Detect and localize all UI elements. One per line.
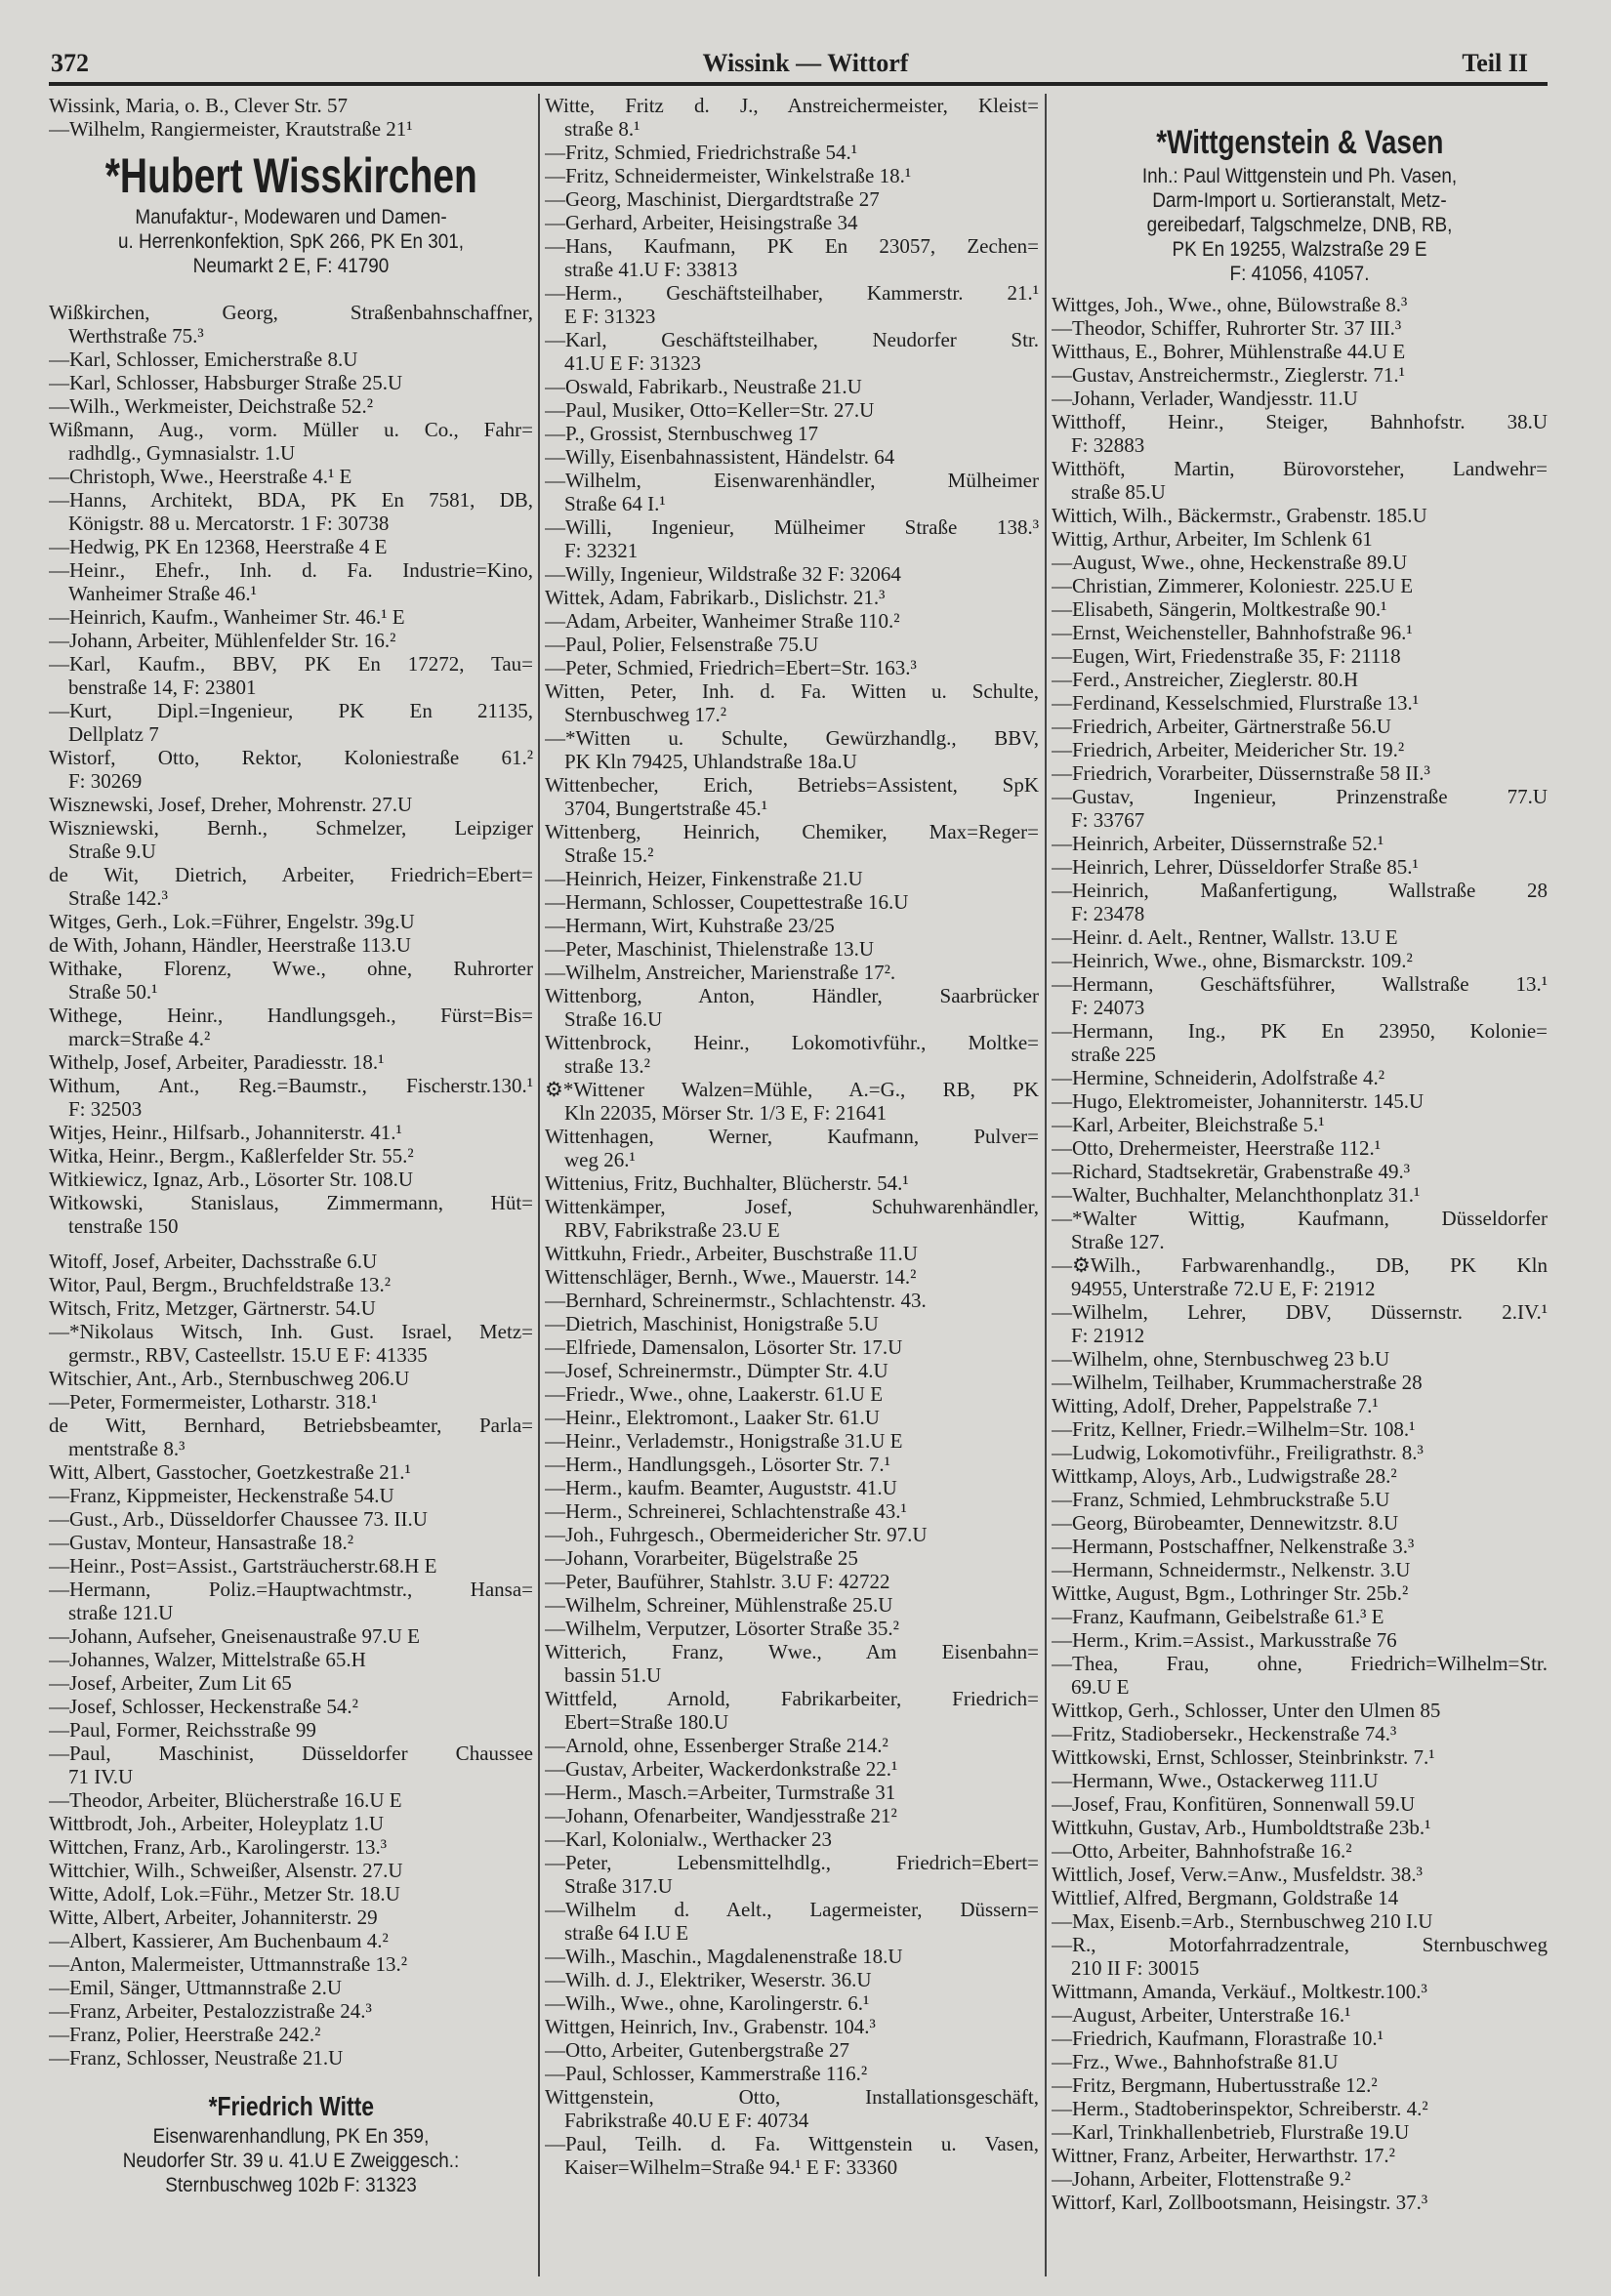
entry-continuation: F: 30269 <box>68 769 143 793</box>
advertisement-line: Inh.: Paul Wittgenstein und Ph. Vasen, <box>1141 165 1458 187</box>
directory-entry: Wittenschläger, Bernh., Wwe., Mauerstr. 14.² <box>545 1265 917 1289</box>
spacer <box>49 1238 533 1250</box>
entry-continuation: Straße 15.² <box>564 843 654 867</box>
entry-continuation: RBV, Fabrikstraße 23.U E <box>564 1218 780 1242</box>
directory-entry: Wittchen, Franz, Arb., Karolingerstr. 13.³ <box>49 1835 388 1859</box>
directory-entry: —Gustav, Anstreichermstr., Zieglerstr. 71.¹ <box>1052 363 1405 387</box>
page-number: 372 <box>51 49 89 77</box>
directory-entry: Witthöft, Martin, Bürovorsteher, Landwehr= <box>1052 457 1548 480</box>
directory-entry: Withake, Florenz, Wwe., ohne, Ruhrorter <box>49 957 533 980</box>
directory-entry: —Ferdinand, Kesselschmied, Flurstraße 13.¹ <box>1052 691 1420 715</box>
directory-entry: Wißmann, Aug., vorm. Müller u. Co., Fahr= <box>49 418 533 441</box>
advertisement <box>1052 94 1548 293</box>
directory-entry: —Otto, Arbeiter, Gutenbergstraße 27 <box>545 2038 849 2062</box>
directory-entry: —Wilhelm, Teilhaber, Krummacherstraße 28 <box>1052 1371 1423 1394</box>
directory-entry: —Karl, Schlosser, Habsburger Straße 25.U <box>49 371 403 394</box>
entry-continuation: Straße 50.¹ <box>68 980 158 1004</box>
directory-entry: Wißkirchen, Georg, Straßenbahnschaffner, <box>49 301 533 324</box>
directory-entry: —*Witten u. Schulte, Gewürzhandlg., BBV, <box>545 726 1039 750</box>
directory-entry: —Ernst, Weichensteller, Bahnhofstraße 96.¹ <box>1052 621 1413 644</box>
directory-entry: —R., Motorfahrradzentrale, Sternbuschweg <box>1052 1933 1548 1956</box>
directory-entry: —Hermann, Poliz.=Hauptwachtmstr., Hansa= <box>49 1578 533 1601</box>
directory-entry: —Frz., Wwe., Bahnhofstraße 81.U <box>1052 2050 1339 2073</box>
entry-continuation: Fabrikstraße 40.U E F: 40734 <box>564 2109 809 2132</box>
directory-entry: —Karl, Kaufm., BBV, PK En 17272, Tau= <box>49 652 533 676</box>
entry-continuation: 94955, Unterstraße 72.U E, F: 21912 <box>1071 1277 1376 1300</box>
directory-entry: —Herm., Schreinerei, Schlachtenstraße 43.¹ <box>545 1499 907 1523</box>
advertisement-line: gereibedarf, Talgschmelze, DNB, RB, <box>1146 214 1453 236</box>
directory-entry: Wittenkämper, Josef, Schuhwarenhändler, <box>545 1195 1039 1218</box>
directory-entry: —Christoph, Wwe., Heerstraße 4.¹ E <box>49 465 352 488</box>
directory-entry: Wittenberg, Heinrich, Chemiker, Max=Reger= <box>545 820 1039 843</box>
directory-entry: —Gustav, Monteur, Hansastraße 18.² <box>49 1531 354 1554</box>
entry-continuation: germstr., RBV, Casteellstr. 15.U E F: 41335 <box>68 1343 428 1367</box>
directory-entry: —Johann, Arbeiter, Flottenstraße 9.² <box>1052 2167 1351 2191</box>
directory-entry: —Karl, Schlosser, Emicherstraße 8.U <box>49 348 358 371</box>
directory-entry: —Arnold, ohne, Essenberger Straße 214.² <box>545 1734 888 1757</box>
directory-entry: Witterich, Franz, Wwe., Am Eisenbahn= <box>545 1640 1039 1663</box>
directory-entry: —Ferd., Anstreicher, Zieglerstr. 80.H <box>1052 668 1359 691</box>
directory-entry: de Wit, Dietrich, Arbeiter, Friedrich=Ebert= <box>49 863 533 886</box>
directory-entry: —Herm., Masch.=Arbeiter, Turmstraße 31 <box>545 1781 896 1804</box>
entry-continuation: bassin 51.U <box>564 1663 662 1687</box>
directory-entry: —Wilhelm, ohne, Sternbuschweg 23 b.U <box>1052 1347 1390 1371</box>
directory-entry: —Fritz, Stadiobersekr., Heckenstraße 74.³ <box>1052 1722 1397 1745</box>
directory-entry: Witkowski, Stanislaus, Zimmermann, Hüt= <box>49 1191 533 1214</box>
directory-entry: —Paul, Schlosser, Kammerstraße 116.² <box>545 2062 868 2085</box>
directory-entry: Withelp, Josef, Arbeiter, Paradiesstr. 18.¹ <box>49 1050 385 1074</box>
directory-entry: Wittlief, Alfred, Bergmann, Goldstraße 14 <box>1052 1886 1399 1909</box>
advertisement-name: *Hubert Wisskirchen <box>104 148 477 203</box>
directory-entry: Wittfeld, Arnold, Fabrikarbeiter, Friedrich= <box>545 1687 1039 1710</box>
entry-continuation: straße 13.² <box>564 1054 650 1078</box>
directory-entry: —Heinrich, Wwe., ohne, Bismarckstr. 109.² <box>1052 949 1413 972</box>
directory-entry: —Franz, Schlosser, Neustraße 21.U <box>49 2046 344 2070</box>
directory-entry: —Gustav, Arbeiter, Wackerdonkstraße 22.¹ <box>545 1757 898 1781</box>
header-rule <box>49 82 1548 86</box>
directory-entry: —Franz, Schmied, Lehmbruckstraße 5.U <box>1052 1488 1390 1511</box>
directory-entry: —Willi, Ingenieur, Mülheimer Straße 138.³ <box>545 515 1039 539</box>
directory-entry: Wittges, Joh., Wwe., ohne, Bülowstraße 8.³ <box>1052 293 1408 316</box>
directory-entry: Witting, Adolf, Dreher, Pappelstraße 7.¹ <box>1052 1394 1379 1417</box>
directory-entry: —*Nikolaus Witsch, Inh. Gust. Israel, Metz= <box>49 1320 533 1343</box>
directory-entry: —Peter, Maschinist, Thielenstraße 13.U <box>545 937 875 961</box>
directory-entry: Witthaus, E., Bohrer, Mühlenstraße 44.U E <box>1052 340 1406 363</box>
directory-entry: —Hugo, Elektromeister, Johanniterstr. 145.U <box>1052 1089 1425 1113</box>
directory-entry: —Albert, Kassierer, Am Buchenbaum 4.² <box>49 1929 389 1952</box>
directory-entry: Witka, Heinr., Bergm., Kaßlerfelder Str. 55.² <box>49 1144 414 1168</box>
directory-entry: Wittke, August, Bgm., Lothringer Str. 25b.² <box>1052 1581 1409 1605</box>
advertisement-line: F: 41056, 41057. <box>1229 263 1370 285</box>
directory-entry: Witor, Paul, Bergm., Bruchfeldstraße 13.² <box>49 1273 392 1296</box>
directory-entry: —Hedwig, PK En 12368, Heerstraße 4 E <box>49 535 388 558</box>
entry-continuation: Straße 64 I.¹ <box>564 492 666 515</box>
directory-entry: Wistorf, Otto, Rektor, Koloniestraße 61.² <box>49 746 533 769</box>
advertisement-line: Sternbuschweg 102b F: 31323 <box>165 2174 417 2196</box>
entry-continuation: PK Kln 79425, Uhlandstraße 18a.U <box>564 750 857 773</box>
directory-entry: Witte, Albert, Arbeiter, Johanniterstr. 29 <box>49 1906 378 1929</box>
entry-continuation: straße 8.¹ <box>564 117 640 141</box>
entry-continuation: 69.U E <box>1071 1675 1130 1699</box>
entry-continuation: straße 64 I.U E <box>564 1921 689 1945</box>
directory-entry: Wiszniewski, Bernh., Schmelzer, Leipziger <box>49 816 533 840</box>
directory-entry: —Peter, Lebensmittelhdlg., Friedrich=Ebert= <box>545 1851 1039 1874</box>
directory-entry: Wittenbrock, Heinr., Lokomotivführ., Moltke= <box>545 1031 1039 1054</box>
directory-entry: —Friedr., Wwe., ohne, Laakerstr. 61.U E <box>545 1382 884 1406</box>
entry-continuation: F: 24073 <box>1071 996 1145 1019</box>
directory-entry: Wittgen, Heinrich, Inv., Grabenstr. 104.³ <box>545 2015 876 2038</box>
directory-entry: —Johannes, Walzer, Mittelstraße 65.H <box>49 1648 366 1671</box>
directory-entry: —Wilhelm, Anstreicher, Marienstraße 17². <box>545 961 896 984</box>
directory-entry: —Wilhelm, Eisenwarenhändler, Mülheimer <box>545 469 1039 492</box>
directory-entry: —Friedrich, Arbeiter, Meidericher Str. 19.² <box>1052 738 1405 761</box>
directory-entry: —Joh., Fuhrgesch., Obermeidericher Str. 97.U <box>545 1523 928 1546</box>
directory-entry: —Theodor, Schiffer, Ruhrorter Str. 37 III.³ <box>1052 316 1402 340</box>
directory-entry: —Fritz, Bergmann, Hubertusstraße 12.² <box>1052 2073 1378 2097</box>
entry-continuation: Dellplatz 7 <box>68 722 159 746</box>
directory-entry: Wittkuhn, Friedr., Arbeiter, Buschstraße 11.U <box>545 1242 918 1265</box>
directory-entry: Wittbrodt, Joh., Arbeiter, Holeyplatz 1.U <box>49 1812 384 1835</box>
entry-continuation: marck=Straße 4.² <box>68 1027 211 1050</box>
directory-entry: —Gust., Arb., Düsseldorfer Chaussee 73. II.U <box>49 1507 428 1531</box>
directory-entry: —Emil, Sänger, Uttmannstraße 2.U <box>49 1976 343 1999</box>
directory-entry: —Willy, Ingenieur, Wildstraße 32 F: 32064 <box>545 562 901 586</box>
directory-entry: —Gustav, Ingenieur, Prinzenstraße 77.U <box>1052 785 1548 808</box>
entry-continuation: F: 21912 <box>1071 1324 1145 1347</box>
advertisement-line: Neudorfer Str. 39 u. 41.U E Zweiggesch.: <box>122 2150 460 2172</box>
entry-continuation: F: 23478 <box>1071 902 1145 925</box>
directory-entry: —Josef, Schreinermstr., Dümpter Str. 4.U <box>545 1359 888 1382</box>
directory-entry: —Hermann, Postschaffner, Nelkenstraße 3.³ <box>1052 1535 1415 1558</box>
directory-entry: —Willy, Eisenbahnassistent, Händelstr. 64 <box>545 445 895 469</box>
directory-entry: Withum, Ant., Reg.=Baumstr., Fischerstr.130.¹ <box>49 1074 533 1097</box>
directory-entry: —Georg, Bürobeamter, Dennewitzstr. 8.U <box>1052 1511 1399 1535</box>
directory-entry: —Friedrich, Kaufmann, Florastraße 10.¹ <box>1052 2027 1384 2050</box>
directory-entry: —Eugen, Wirt, Friedenstraße 35, F: 21118 <box>1052 644 1401 668</box>
directory-entry: —Dietrich, Maschinist, Honigstraße 5.U <box>545 1312 879 1335</box>
directory-entry: —Wilhelm, Schreiner, Mühlenstraße 25.U <box>545 1593 893 1617</box>
directory-entry: —Hermann, Wwe., Ostackerweg 111.U <box>1052 1769 1379 1792</box>
directory-entry: Witges, Gerh., Lok.=Führer, Engelstr. 39g.U <box>49 910 415 933</box>
directory-entry: —Elisabeth, Sängerin, Moltkestraße 90.¹ <box>1052 597 1387 621</box>
directory-entry: Witte, Fritz d. J., Anstreichermeister, Kleist= <box>545 94 1039 117</box>
directory-entry: Witjes, Heinr., Hilfsarb., Johanniterstr. 41.¹ <box>49 1121 402 1144</box>
directory-entry: —P., Grossist, Sternbuschweg 17 <box>545 422 819 445</box>
directory-entry: —Wilhelm, Rangiermeister, Krautstraße 21¹ <box>49 117 413 141</box>
advertisement-name: *Friedrich Witte <box>208 2091 374 2121</box>
directory-entry: Wittgenstein, Otto, Installationsgeschäft, <box>545 2085 1039 2109</box>
entry-continuation: tenstraße 150 <box>68 1214 179 1238</box>
directory-entry: Witt, Albert, Gasstocher, Goetzkestraße 21.¹ <box>49 1460 411 1484</box>
directory-entry: —Johann, Ofenarbeiter, Wandjesstraße 21² <box>545 1804 897 1827</box>
part-label: Teil II <box>1462 49 1528 77</box>
directory-entry: Witoff, Josef, Arbeiter, Dachsstraße 6.U <box>49 1250 378 1273</box>
directory-entry: —Heinr., Post=Assist., Gartsträucherstr.68.H E <box>49 1554 437 1578</box>
entry-continuation: Werthstraße 75.³ <box>68 324 204 348</box>
column-divider <box>538 94 540 2276</box>
directory-entry: —Josef, Arbeiter, Zum Lit 65 <box>49 1671 292 1695</box>
entry-continuation: straße 121.U <box>68 1601 174 1624</box>
advertisement-line: PK En 19255, Walzstraße 29 E <box>1172 238 1427 261</box>
directory-entry: Witschier, Ant., Arb., Sternbuschweg 206.U <box>49 1367 410 1390</box>
directory-entry: Wittenhagen, Werner, Kaufmann, Pulver= <box>545 1125 1039 1148</box>
directory-entry: —Hans, Kaufmann, PK En 23057, Zechen= <box>545 234 1039 258</box>
directory-entry: —Heinrich, Arbeiter, Düssernstraße 52.¹ <box>1052 832 1384 855</box>
advertisement-line: u. Herrenkonfektion, SpK 266, PK En 301, <box>117 230 465 253</box>
directory-entry: Wittkowski, Ernst, Schlosser, Steinbrinkstr. 7.¹ <box>1052 1745 1435 1769</box>
directory-entry: —Hermine, Schneiderin, Adolfstraße 4.² <box>1052 1066 1385 1089</box>
advertisement-line: Manufaktur-, Modewaren und Damen- <box>135 206 447 228</box>
column-middle <box>545 94 1039 2179</box>
directory-entry: —Karl, Geschäftsteilhaber, Neudorfer Str. <box>545 328 1039 351</box>
directory-entry: Wittich, Wilh., Bäckermstr., Grabenstr. 185.U <box>1052 504 1427 527</box>
directory-entry: —Wilh., Wwe., ohne, Karolingerstr. 6.¹ <box>545 1991 870 2015</box>
directory-entry: ⚙*Wittener Walzen=Mühle, A.=G., RB, PK <box>545 1078 1039 1101</box>
directory-entry: —Thea, Frau, ohne, Friedrich=Wilhelm=Str. <box>1052 1652 1548 1675</box>
directory-entry: —Adam, Arbeiter, Wanheimer Straße 110.² <box>545 609 900 633</box>
entry-continuation: benstraße 14, F: 23801 <box>68 676 257 699</box>
directory-entry: —Heinr., Ehefr., Inh. d. Fa. Industrie=Kino, <box>49 558 533 582</box>
entry-continuation: Königstr. 88 u. Mercatorstr. 1 F: 30738 <box>68 512 390 535</box>
advertisement-line: Neumarkt 2 E, F: 41790 <box>192 255 390 277</box>
entry-continuation: Straße 16.U <box>564 1007 663 1031</box>
directory-entry: —Fritz, Schneidermeister, Winkelstraße 18.¹ <box>545 164 912 187</box>
directory-entry: —Wilhelm d. Aelt., Lagermeister, Düssern= <box>545 1898 1039 1921</box>
directory-entry: —Franz, Polier, Heerstraße 242.² <box>49 2023 321 2046</box>
directory-entry: —Walter, Buchhalter, Melanchthonplatz 31.¹ <box>1052 1183 1421 1207</box>
directory-entry: —Heinr., Verlademstr., Honigstraße 31.U E <box>545 1429 903 1453</box>
entry-continuation: Kaiser=Wilhelm=Straße 94.¹ E F: 33360 <box>564 2155 898 2179</box>
directory-entry: —Johann, Verlader, Wandjesstr. 11.U <box>1052 387 1358 410</box>
directory-entry: —Karl, Kolonialw., Werthacker 23 <box>545 1827 832 1851</box>
directory-entry: —Heinrich, Heizer, Finkenstraße 21.U <box>545 867 863 890</box>
directory-entry: —Josef, Schlosser, Heckenstraße 54.² <box>49 1695 358 1718</box>
directory-entry: —Josef, Frau, Konfitüren, Sonnenwall 59.U <box>1052 1792 1416 1816</box>
directory-entry: —Karl, Trinkhallenbetrieb, Flurstraße 19.U <box>1052 2120 1410 2144</box>
entry-continuation: E F: 31323 <box>564 305 656 328</box>
directory-entry: —Kurt, Dipl.=Ingenieur, PK En 21135, <box>49 699 533 722</box>
directory-entry: Witte, Adolf, Lok.=Führ., Metzer Str. 18.U <box>49 1882 400 1906</box>
directory-entry: —Johann, Aufseher, Gneisenaustraße 97.U E <box>49 1624 420 1648</box>
advertisement-line: Eisenwarenhandlung, PK En 359, <box>152 2125 430 2148</box>
directory-entry: —Otto, Drehermeister, Heerstraße 112.¹ <box>1052 1136 1382 1160</box>
column-divider <box>1045 94 1047 2276</box>
entry-continuation: Straße 9.U <box>68 840 156 863</box>
column-right <box>1052 94 1548 2214</box>
directory-entry: —Herm., Geschäftsteilhaber, Kammerstr. 21.¹ <box>545 281 1039 305</box>
advertisement <box>49 141 533 301</box>
directory-entry: —Heinrich, Lehrer, Düsseldorfer Straße 85.¹ <box>1052 855 1419 879</box>
entry-continuation: Ebert=Straße 180.U <box>564 1710 729 1734</box>
directory-entry: Wittenborg, Anton, Händler, Saarbrücker <box>545 984 1039 1007</box>
entry-continuation: Sternbuschweg 17.² <box>564 703 727 726</box>
directory-entry: Wittig, Arthur, Arbeiter, Im Schlenk 61 <box>1052 527 1373 551</box>
directory-entry: Wittorf, Karl, Zollbootsmann, Heisingstr. 37.³ <box>1052 2191 1428 2214</box>
entry-continuation: 41.U E F: 31323 <box>564 351 702 375</box>
directory-entry: —Georg, Maschinist, Diergardtstraße 27 <box>545 187 880 211</box>
directory-entry: —Johann, Arbeiter, Mühlenfelder Str. 16.² <box>49 629 396 652</box>
directory-entry: —Peter, Formermeister, Lotharstr. 318.¹ <box>49 1390 378 1414</box>
directory-entry: Wittek, Adam, Fabrikarb., Dislichstr. 21.³ <box>545 586 886 609</box>
directory-entry: —Max, Eisenb.=Arb., Sternbuschweg 210 I.U <box>1052 1909 1433 1933</box>
directory-entry: —Fritz, Schmied, Friedrichstraße 54.¹ <box>545 141 858 164</box>
directory-entry: —Herm., Handlungsgeh., Lösorter Str. 7.¹ <box>545 1453 890 1476</box>
entry-continuation: 3704, Bungertstraße 45.¹ <box>564 797 768 820</box>
entry-continuation: 71 IV.U <box>68 1765 134 1788</box>
advertisement-line: Darm-Import u. Sortieranstalt, Metz- <box>1152 189 1447 212</box>
directory-entry: —Karl, Arbeiter, Bleichstraße 5.¹ <box>1052 1113 1325 1136</box>
advertisement <box>49 2070 533 2255</box>
directory-entry: Wittkop, Gerh., Schlosser, Unter den Ulmen 85 <box>1052 1699 1441 1722</box>
directory-entry: —Elfriede, Damensalon, Lösorter Str. 17.U <box>545 1335 903 1359</box>
directory-entry: —August, Arbeiter, Unterstraße 16.¹ <box>1052 2003 1351 2027</box>
directory-entry: —Bernhard, Schreinermstr., Schlachtenstr. 43. <box>545 1289 927 1312</box>
entry-continuation: mentstraße 8.³ <box>68 1437 186 1460</box>
entry-continuation: F: 32883 <box>1071 433 1145 457</box>
directory-entry: Withege, Heinr., Handlungsgeh., Fürst=Bis= <box>49 1004 533 1027</box>
directory-entry: Witthoff, Heinr., Steiger, Bahnhofstr. 38.U <box>1052 410 1548 433</box>
column-left <box>49 94 533 2255</box>
directory-entry: —Heinr. d. Aelt., Rentner, Wallstr. 13.U E <box>1052 925 1398 949</box>
directory-entry: —Heinrich, Kaufm., Wanheimer Str. 46.¹ E <box>49 605 405 629</box>
directory-entry: —August, Wwe., ohne, Heckenstraße 89.U <box>1052 551 1408 574</box>
directory-entry: —Wilhelm, Lehrer, DBV, Düssernstr. 2.IV.¹ <box>1052 1300 1548 1324</box>
directory-entry: Wisznewski, Josef, Dreher, Mohrenstr. 27.U <box>49 793 413 816</box>
entry-continuation: Straße 127. <box>1071 1230 1165 1253</box>
directory-entry: —Paul, Musiker, Otto=Keller=Str. 27.U <box>545 398 875 422</box>
entry-continuation: radhdlg., Gymnasialstr. 1.U <box>68 441 296 465</box>
directory-entry: —Hermann, Wirt, Kuhstraße 23/25 <box>545 914 835 937</box>
directory-entry: —Paul, Teilh. d. Fa. Wittgenstein u. Vasen, <box>545 2132 1039 2155</box>
directory-entry: —Wilh., Werkmeister, Deichstraße 52.² <box>49 394 374 418</box>
directory-entry: —Herm., kaufm. Beamter, Auguststr. 41.U <box>545 1476 897 1499</box>
directory-entry: Wittlich, Josef, Verw.=Anw., Musfeldstr. 38.³ <box>1052 1863 1423 1886</box>
directory-entry: —Wilhelm, Verputzer, Lösorter Straße 35.² <box>545 1617 899 1640</box>
directory-entry: —Herm., Stadtoberinspektor, Schreiberstr. 4.² <box>1052 2097 1428 2120</box>
entry-continuation: F: 32503 <box>68 1097 143 1121</box>
entry-continuation: straße 41.U F: 33813 <box>564 258 738 281</box>
directory-entry: —Heinrich, Maßanfertigung, Wallstraße 28 <box>1052 879 1548 902</box>
directory-entry: —Theodor, Arbeiter, Blücherstraße 16.U E <box>49 1788 402 1812</box>
directory-entry: —Paul, Polier, Felsenstraße 75.U <box>545 633 819 656</box>
directory-entry: —Hermann, Geschäftsführer, Wallstraße 13.¹ <box>1052 972 1548 996</box>
entry-continuation: weg 26.¹ <box>564 1148 636 1171</box>
directory-entry: —Hanns, Architekt, BDA, PK En 7581, DB, <box>49 488 533 512</box>
directory-entry: —Paul, Former, Reichsstraße 99 <box>49 1718 316 1742</box>
directory-entry: de Witt, Bernhard, Betriebsbeamter, Parla= <box>49 1414 533 1437</box>
directory-entry: —Franz, Kippmeister, Heckenstraße 54.U <box>49 1484 394 1507</box>
directory-entry: Wissink, Maria, o. B., Clever Str. 57 <box>49 94 348 117</box>
directory-entry: —Friedrich, Vorarbeiter, Düssernstraße 58 II.³ <box>1052 761 1430 785</box>
entry-continuation: 210 II F: 30015 <box>1071 1956 1200 1980</box>
entry-continuation: straße 225 <box>1071 1043 1156 1066</box>
running-head: Wissink — Wittorf <box>702 49 909 77</box>
directory-entry: Witkiewicz, Ignaz, Arb., Lösorter Str. 108.U <box>49 1168 413 1191</box>
directory-entry: —⚙Wilh., Farbwarenhandlg., DB, PK Kln <box>1052 1253 1548 1277</box>
directory-entry: —Friedrich, Arbeiter, Gärtnerstraße 56.U <box>1052 715 1391 738</box>
directory-entry: —Peter, Schmied, Friedrich=Ebert=Str. 163.³ <box>545 656 917 679</box>
directory-entry: Wittenbecher, Erich, Betriebs=Assistent, SpK <box>545 773 1039 797</box>
directory-entry: Wittkuhn, Gustav, Arb., Humboldtstraße 23b.¹ <box>1052 1816 1431 1839</box>
directory-entry: —Hermann, Schneidermstr., Nelkenstr. 3.U <box>1052 1558 1411 1581</box>
directory-entry: —*Walter Wittig, Kaufmann, Düsseldorfer <box>1052 1207 1548 1230</box>
directory-entry: —Franz, Kaufmann, Geibelstraße 61.³ E <box>1052 1605 1384 1628</box>
entry-continuation: F: 32321 <box>564 539 639 562</box>
entry-continuation: straße 85.U <box>1071 480 1166 504</box>
entry-continuation: Kln 22035, Mörser Str. 1/3 E, F: 21641 <box>564 1101 888 1125</box>
directory-entry: —Wilh., Maschin., Magdalenenstraße 18.U <box>545 1945 903 1968</box>
entry-continuation: Wanheimer Straße 46.¹ <box>68 582 257 605</box>
directory-entry: —Gerhard, Arbeiter, Heisingstraße 34 <box>545 211 858 234</box>
directory-entry: —Heinr., Elektromont., Laaker Str. 61.U <box>545 1406 880 1429</box>
directory-entry: Wittkamp, Aloys, Arb., Ludwigstraße 28.² <box>1052 1464 1397 1488</box>
directory-entry: —Franz, Arbeiter, Pestalozzistraße 24.³ <box>49 1999 372 2023</box>
directory-entry: Wittenius, Fritz, Buchhalter, Blücherstr. 54.¹ <box>545 1171 909 1195</box>
directory-entry: Wittchier, Wilh., Schweißer, Alsenstr. 27.U <box>49 1859 403 1882</box>
directory-entry: —Wilh. d. J., Elektriker, Weserstr. 36.U <box>545 1968 872 1991</box>
directory-entry: Witsch, Fritz, Metzger, Gärtnerstr. 54.U <box>49 1296 376 1320</box>
entry-continuation: Straße 142.³ <box>68 886 168 910</box>
directory-entry: Witten, Peter, Inh. d. Fa. Witten u. Schulte, <box>545 679 1039 703</box>
entry-continuation: F: 33767 <box>1071 808 1145 832</box>
directory-entry: —Hermann, Schlosser, Coupettestraße 16.U <box>545 890 909 914</box>
directory-entry: —Paul, Maschinist, Düsseldorfer Chaussee <box>49 1742 533 1765</box>
directory-entry: de With, Johann, Händler, Heerstraße 113.U <box>49 933 411 957</box>
directory-entry: —Johann, Vorarbeiter, Bügelstraße 25 <box>545 1546 858 1570</box>
directory-entry: —Peter, Bauführer, Stahlstr. 3.U F: 42722 <box>545 1570 890 1593</box>
directory-entry: —Ludwig, Lokomotivführ., Freiligrathstr. 8.³ <box>1052 1441 1424 1464</box>
directory-entry: —Richard, Stadtsekretär, Grabenstraße 49.³ <box>1052 1160 1410 1183</box>
directory-entry: —Otto, Arbeiter, Bahnhofstraße 16.² <box>1052 1839 1352 1863</box>
advertisement-name: *Wittgenstein & Vasen <box>1155 124 1444 161</box>
directory-entry: —Oswald, Fabrikarb., Neustraße 21.U <box>545 375 862 398</box>
directory-entry: —Hermann, Ing., PK En 23950, Kolonie= <box>1052 1019 1548 1043</box>
entry-continuation: Straße 317.U <box>564 1874 673 1898</box>
directory-entry: Wittner, Franz, Arbeiter, Herwarthstr. 17.² <box>1052 2144 1395 2167</box>
directory-entry: —Fritz, Kellner, Friedr.=Wilhelm=Str. 108.¹ <box>1052 1417 1416 1441</box>
directory-entry: Wittmann, Amanda, Verkäuf., Moltkestr.100.³ <box>1052 1980 1427 2003</box>
directory-entry: —Christian, Zimmerer, Koloniestr. 225.U E <box>1052 574 1414 597</box>
directory-entry: —Herm., Krim.=Assist., Markusstraße 76 <box>1052 1628 1397 1652</box>
directory-entry: —Anton, Malermeister, Uttmannstraße 13.² <box>49 1952 408 1976</box>
